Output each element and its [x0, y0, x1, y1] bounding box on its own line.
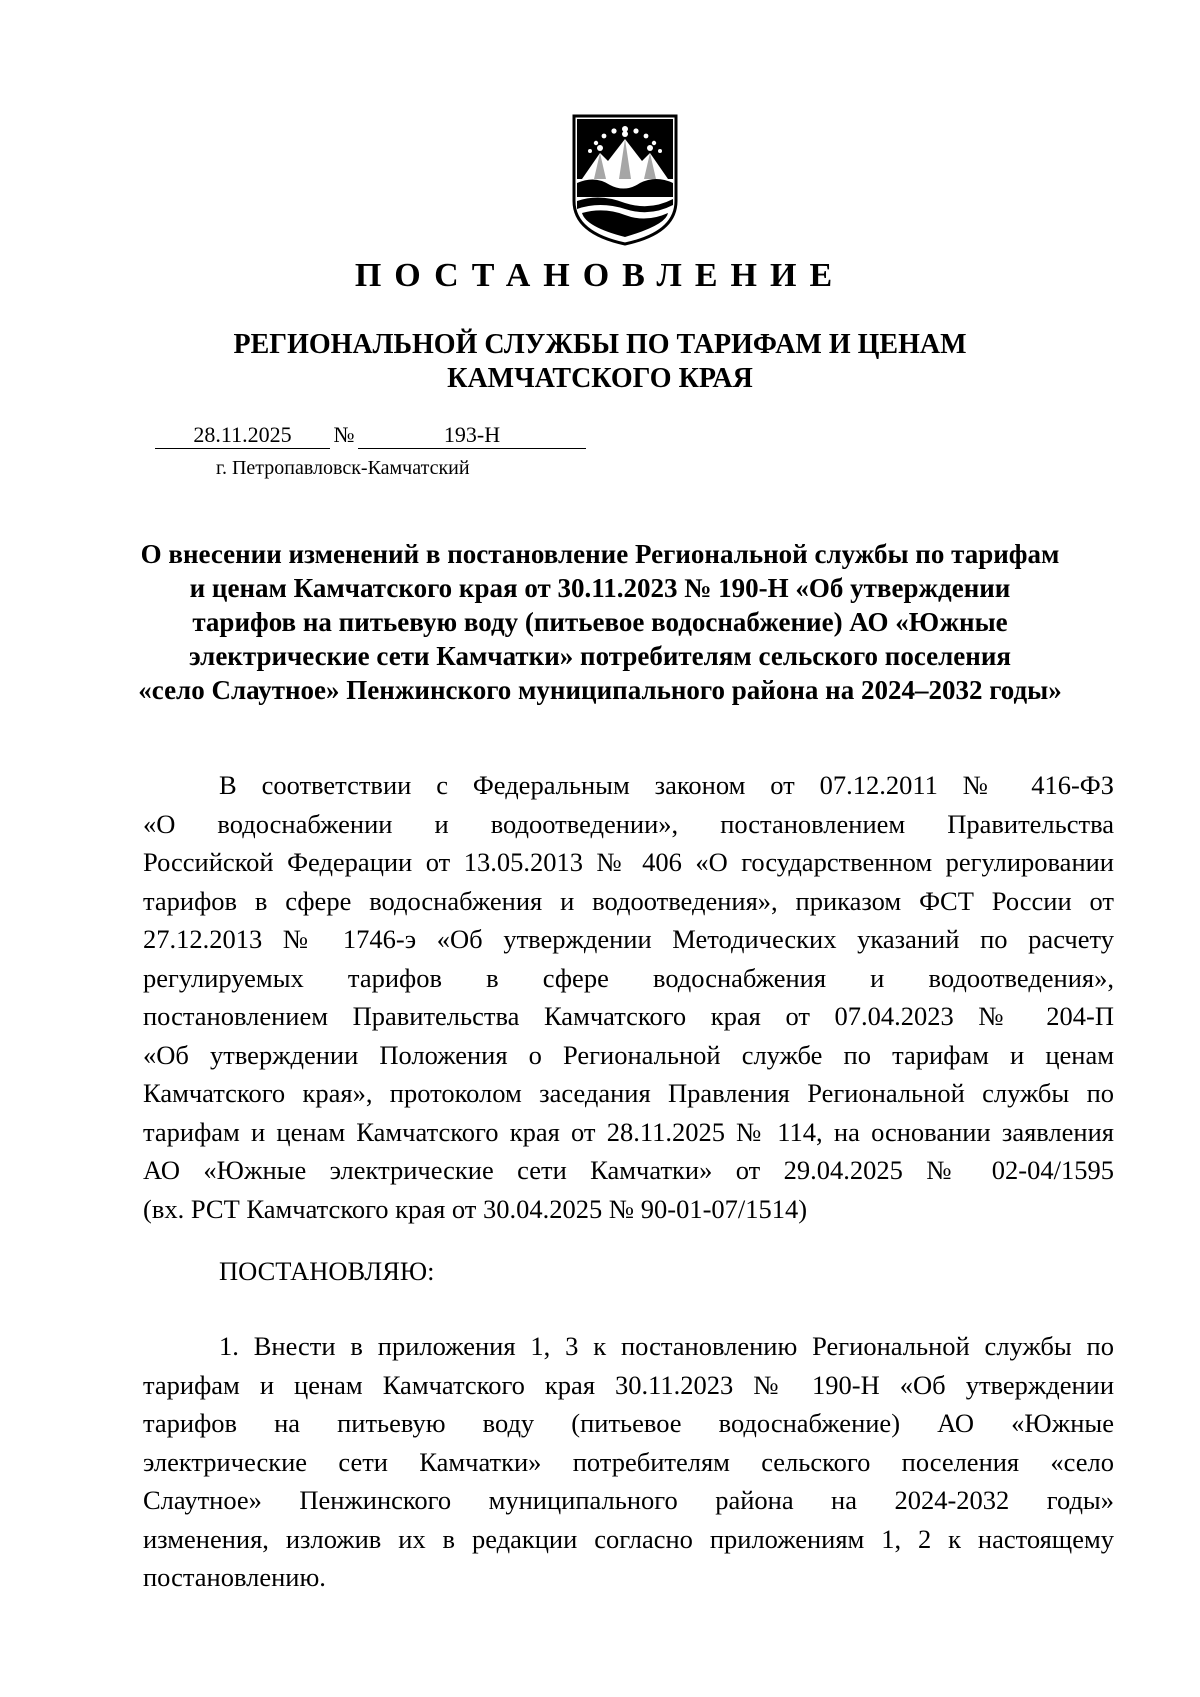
authority-line: КАМЧАТСКОГО КРАЯ: [447, 363, 753, 394]
paragraph-line: тарифам и ценам Камчатского края от 28.11.2025 № 114, на основании заявления: [143, 1116, 1114, 1147]
paragraph-line: Российской Федерации от 13.05.2013 № 406 «О государственном регулировании: [143, 847, 1114, 877]
document-type-title: ПОСТАНОВЛЕНИЕ: [354, 257, 846, 294]
subject-line: «село Слаутное» Пенжинского муниципального района на 2024–2032 годы»: [138, 675, 1062, 705]
paragraph-line: регулируемых тарифов в сфере водоснабжения и водоотведения»,: [143, 962, 1114, 993]
authority-line: РЕГИОНАЛЬНОЙ СЛУЖБЫ ПО ТАРИФАМ И ЦЕНАМ: [233, 329, 967, 360]
date-number-line: [155, 422, 586, 449]
issuing-authority: [0, 328, 1200, 396]
paragraph-line: Слаутное» Пенжинского муниципального района на 2024-2032 годы»: [143, 1485, 1114, 1515]
document-subject: [0, 537, 1200, 707]
paragraph-line: АО «Южные электрические сети Камчатки» от 29.04.2025 № 02-04/1595: [143, 1155, 1114, 1185]
paragraph-line: 1. Внести в приложения 1, 3 к постановлению Региональной службы по: [219, 1331, 1114, 1361]
number-sign: №: [333, 422, 355, 447]
subject-line: О внесении изменений в постановление Региональной службы по тарифам: [140, 539, 1060, 569]
paragraph-line: Камчатского края», протоколом заседания Правления Региональной службы по: [143, 1078, 1114, 1108]
paragraph-line: «О водоснабжении и водоотведении», постановлением Правительства: [143, 808, 1114, 839]
paragraph-line: В соответствии с Федеральным законом от 07.12.2011 № 416-ФЗ: [219, 770, 1114, 800]
paragraph-line: электрические сети Камчатки» потребителям сельского поселения «село: [143, 1446, 1114, 1477]
subject-line: тарифов на питьевую воду (питьевое водоснабжение) АО «Южные: [192, 607, 1008, 637]
paragraph-line: тарифов на питьевую воду (питьевое водоснабжение) АО «Южные: [143, 1408, 1114, 1438]
legal-basis-paragraph: [143, 766, 1114, 1228]
paragraph-line: изменения, изложив их в редакции согласно приложениям 1, 2 к настоящему: [143, 1523, 1114, 1554]
document-date: 28.11.2025: [155, 422, 330, 449]
paragraph-line: тарифам и ценам Камчатского края 30.11.2023 № 190-Н «Об утверждении: [143, 1369, 1114, 1400]
paragraph-line: постановлению.: [143, 1562, 326, 1592]
paragraph-line: (вх. РСТ Камчатского края от 30.04.2025 № 90-01-07/1514): [143, 1193, 808, 1224]
subject-line: и ценам Камчатского края от 30.11.2023 № 190-Н «Об утверждении: [189, 573, 1011, 603]
paragraph-line: постановлением Правительства Камчатского края от 07.04.2023 № 204-П: [143, 1001, 1114, 1031]
paragraph-line: тарифов в сфере водоснабжения и водоотведения», приказом ФСТ России от: [143, 885, 1114, 916]
subject-line: электрические сети Камчатки» потребителям сельского поселения: [189, 641, 1011, 671]
resolution-item-1: [143, 1327, 1114, 1597]
coat-of-arms-emblem: [570, 113, 680, 246]
document-number: 193-Н: [358, 422, 586, 449]
paragraph-line: «Об утверждении Положения о Региональной службе по тарифам и ценам: [143, 1039, 1114, 1070]
city-of-issue: г. Петропавловск-Камчатский: [216, 457, 470, 479]
paragraph-line: 27.12.2013 № 1746-э «Об утверждении Методических указаний по расчету: [143, 924, 1114, 954]
resolve-word: ПОСТАНОВЛЯЮ:: [219, 1256, 435, 1286]
